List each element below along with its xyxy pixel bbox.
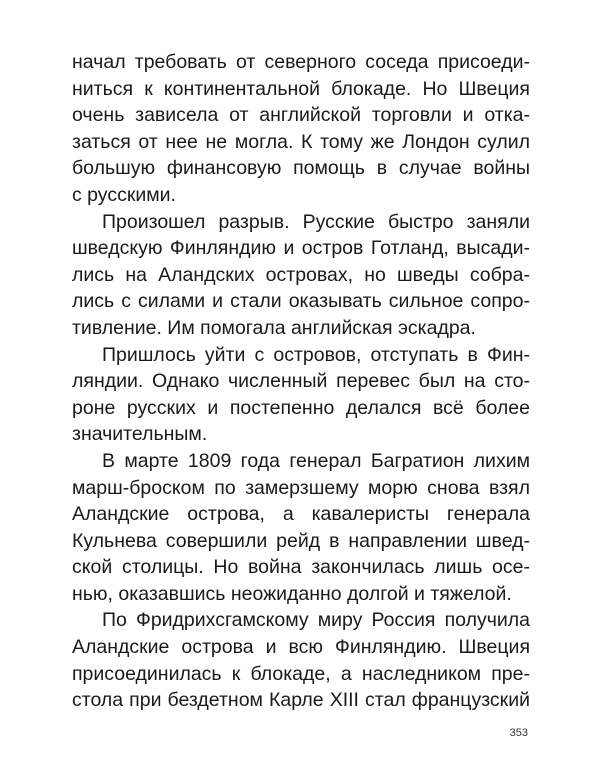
paragraph-2 xyxy=(72,209,530,342)
text-line: марш-броском по замерзшему морю снова взял xyxy=(72,476,530,499)
text-line: роне русских и постепенно делался всё более xyxy=(72,396,530,419)
text-line: Пришлось уйти с островов, отступать в Фин- xyxy=(102,343,530,366)
text-line: заться от нее не могла. К тому же Лондон сулил xyxy=(72,130,530,153)
text-line: очень зависела от английской торговли и отка- xyxy=(72,104,530,127)
book-page-text xyxy=(72,49,530,714)
text-line: тивление. Им помогала английская эскадра. xyxy=(72,316,476,339)
text-line: Аландские острова и всю Финляндию. Швеция xyxy=(72,636,530,659)
text-line: Аландские острова, а кавалеристы генерала xyxy=(72,503,530,526)
text-line: большую финансовую помощь в случае войны xyxy=(72,157,530,180)
text-line: нью, оказавшись неожиданно долгой и тяжелой. xyxy=(72,582,512,605)
text-line: В марте 1809 года генерал Багратион лихим xyxy=(102,449,530,472)
text-line: с русскими. xyxy=(72,183,176,206)
text-line: По Фридрихсгамскому миру Россия получила xyxy=(102,609,530,632)
text-line: ляндии. Однако численный перевес был на сто- xyxy=(72,370,530,393)
paragraph-5 xyxy=(72,607,530,713)
text-line: Произошел разрыв. Русские быстро заняли xyxy=(102,210,530,233)
text-line: присоединилась к блокаде, а наследником пре- xyxy=(72,662,530,685)
paragraph-1 xyxy=(72,49,530,209)
text-line: ской столицы. Но война закончилась лишь осе- xyxy=(72,556,530,579)
paragraph-4 xyxy=(72,448,530,608)
text-line: ниться к континентальной блокаде. Но Швеция xyxy=(72,77,530,100)
text-line: стола при бездетном Карле XIII стал французский xyxy=(72,689,530,712)
text-line: значительным. xyxy=(72,423,208,446)
paragraph-3 xyxy=(72,342,530,448)
text-line: шведскую Финляндию и остров Готланд, высади- xyxy=(72,237,530,260)
text-line: лись с силами и стали оказывать сильное сопро- xyxy=(72,290,530,313)
text-line: начал требовать от северного соседа присоеди- xyxy=(72,51,530,73)
text-line: лись на Аландских островах, но шведы собра- xyxy=(72,263,530,286)
page-number: 353 xyxy=(509,727,528,739)
text-line: Кульнева совершили рейд в направлении швед- xyxy=(72,529,530,552)
